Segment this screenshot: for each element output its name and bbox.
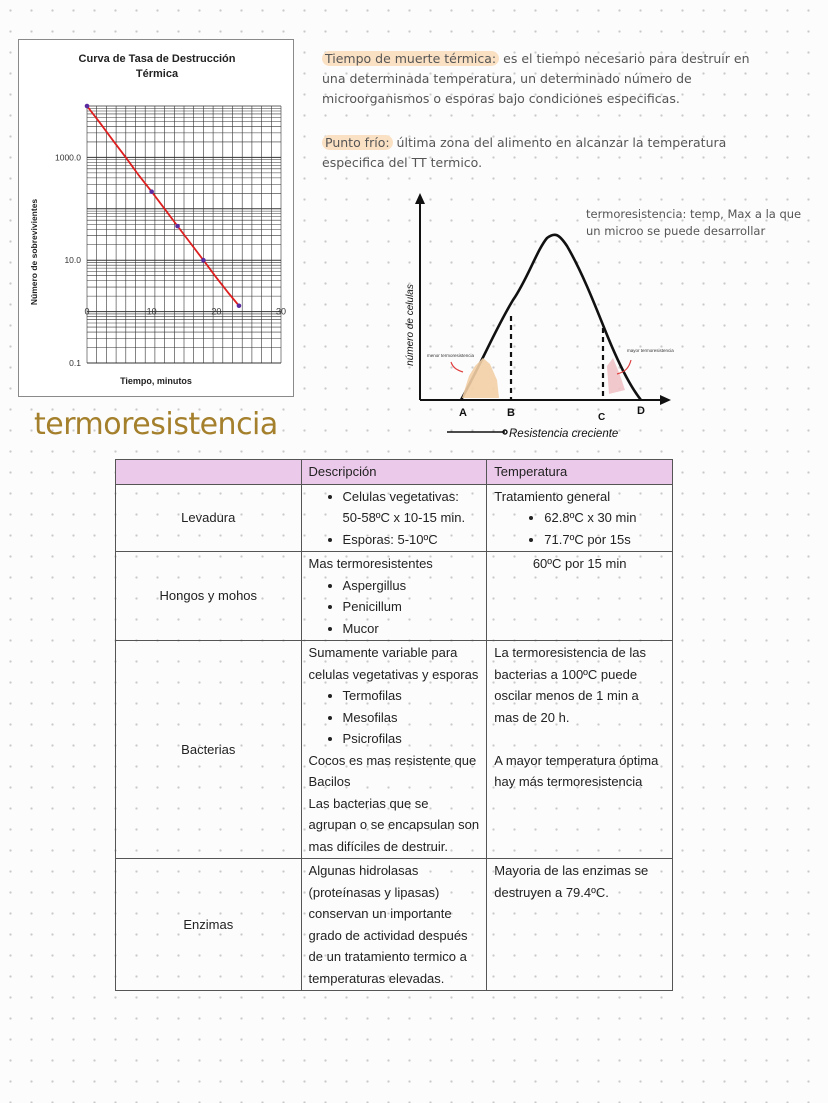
point-d: D <box>637 405 645 417</box>
table-header-row <box>116 460 673 485</box>
chart-title-line-1: Curva de Tasa de Destrucción <box>78 53 236 65</box>
term-punto-frio: Punto frío: <box>322 135 393 150</box>
desc-paragraph: Cocos es mas resistente que Bacilos <box>308 752 477 789</box>
y-tick-label: 0.1 <box>69 358 81 368</box>
chart-title-line-2: Térmica <box>135 68 179 80</box>
temp-paragraph: La termoresistencia de las bacterias a 100ºC puede oscilar menos de 1 min a mas de 20 h. <box>494 645 647 725</box>
x-tick-label: 30 <box>275 306 287 317</box>
point-a: A <box>459 407 467 419</box>
header-temperatura: Temperatura <box>487 460 673 485</box>
temp-intro: Tratamiento general <box>494 488 611 504</box>
chart-y-label: Número de sobrevivientes <box>29 198 39 306</box>
high-resistance-note: mayor termoresistencia <box>627 348 674 353</box>
diagram-y-label: número de celulas <box>405 284 416 366</box>
list-item: • Termofilas <box>343 685 480 707</box>
note-text: termoresistencia: temp, Max a la que <box>586 207 802 221</box>
data-point <box>175 224 180 229</box>
note-text: una determinada temperatura, un determinado número de <box>322 71 692 86</box>
list-item: • Penicillum <box>343 596 480 618</box>
note-text: última zona del alimento en alcanzar la temperatura <box>396 135 727 150</box>
bacterias-temperatura <box>487 641 673 859</box>
note-text: un microo se puede desarrollar <box>586 224 766 238</box>
data-point <box>201 258 206 263</box>
desc-intro: Sumamente variable para celulas vegetativas y esporas <box>308 645 479 682</box>
data-point <box>85 104 90 109</box>
header-descripcion: Descripción <box>301 460 487 485</box>
point-c: C <box>598 412 606 423</box>
list-item: • Celulas vegetativas: 50-58ºC x 10-15 min. <box>343 486 480 529</box>
diagram-x-label: Resistencia creciente <box>509 428 619 440</box>
list-item: • Mucor <box>343 618 480 640</box>
chart-svg <box>19 40 293 396</box>
hongos-temperatura: 60ºC por 15 min <box>487 552 673 641</box>
row-name-enzimas: Enzimas <box>116 859 302 991</box>
note-punto-frio <box>322 133 726 173</box>
list-item: • Esporas: 5-10ºC <box>343 529 480 551</box>
list-item: • Psicrofilas <box>343 728 480 750</box>
list-item: • 62.8ºC x 30 min <box>544 507 665 529</box>
termoresistencia-table <box>115 459 673 991</box>
list-item: • Aspergillus <box>343 575 480 597</box>
low-resistance-arrow-icon <box>451 362 463 372</box>
thermal-death-chart <box>18 39 294 397</box>
low-resistance-shade <box>462 358 499 398</box>
list-item: • 71.7ºC por 15s <box>544 529 665 551</box>
hongos-descripcion <box>301 552 487 641</box>
row-name-bacterias: Bacterias <box>116 641 302 859</box>
chart-series <box>85 104 242 308</box>
desc-intro: Mas termoresistentes <box>308 556 433 571</box>
temp-paragraph: A mayor temperatura óptima hay más termoresistencia <box>494 752 659 789</box>
enzimas-temperatura: Mayoria de las enzimas se destruyen a 79.4ºC. <box>487 859 673 991</box>
chart-x-label: Tiempo, minutos <box>120 376 192 386</box>
x-tick-label: 20 <box>211 306 222 317</box>
row-name-levadura: Levadura <box>116 484 302 552</box>
x-axis-arrow-icon <box>660 395 671 405</box>
table-row-bacterias <box>116 641 673 859</box>
table-row-hongos <box>116 552 673 641</box>
x-tick-label: 10 <box>146 306 157 317</box>
section-title: termoresistencia <box>34 407 278 442</box>
levadura-descripcion <box>301 484 487 552</box>
x-tick-label: 0 <box>84 306 90 317</box>
note-text: especifica del TT termico. <box>322 155 483 170</box>
enzimas-descripcion: Algunas hidrolasas (proteínasas y lipasas) conservan un importante grado de actividad después de un tratamiento termico a temperaturas elevadas. <box>301 859 487 991</box>
table-row-levadura <box>116 484 673 552</box>
note-text: es el tiempo necesario para destruir en <box>503 51 750 66</box>
list-item: • Mesofilas <box>343 707 480 729</box>
bacterias-descripcion <box>301 641 487 859</box>
row-name-hongos: Hongos y mohos <box>116 552 302 641</box>
point-b: B <box>507 407 515 419</box>
high-resistance-shade <box>607 358 625 394</box>
header-empty <box>116 460 302 485</box>
resistance-diagram <box>395 190 825 445</box>
note-tiempo-muerte-termica <box>322 49 750 109</box>
low-resistance-note: menor termoresistencia <box>427 353 475 358</box>
note-text: microorganismos o esporas bajo condiciones especificas. <box>322 91 680 106</box>
y-tick-label: 10.0 <box>64 255 81 266</box>
table-row-enzimas <box>116 859 673 991</box>
y-axis-arrow-icon <box>415 193 425 204</box>
data-point <box>149 189 154 194</box>
term-tiempo-muerte-termica: Tiempo de muerte térmica: <box>322 51 499 66</box>
y-tick-label: 1000.0 <box>55 152 81 163</box>
levadura-temperatura <box>487 484 673 552</box>
data-point <box>237 303 242 308</box>
desc-paragraph: Las bacterias que se agrupan o se encapsulan son mas difíciles de destruir. <box>308 795 480 854</box>
